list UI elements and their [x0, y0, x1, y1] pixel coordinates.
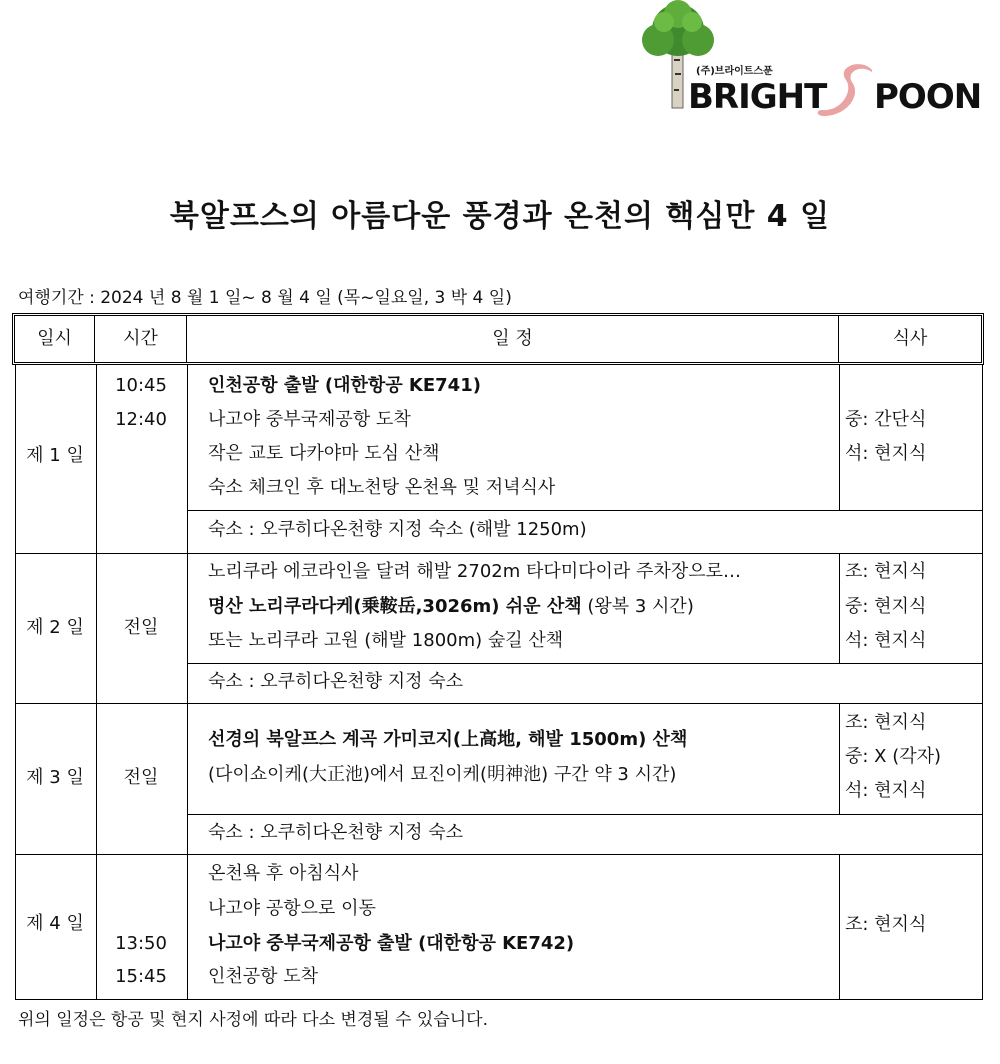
day-2-line-2-note: (왕복 3 시간) — [587, 596, 694, 617]
day-3-meal-3: 석: 현지식 — [845, 780, 927, 801]
day-3-time: 전일 — [123, 767, 159, 788]
day-2-label: 제 2 일 — [26, 617, 84, 638]
day-4-line-2: 나고야 공항으로 이동 — [208, 898, 376, 919]
day-4-meal-1: 조: 현지식 — [845, 914, 927, 935]
tree-logo-icon — [640, 0, 982, 118]
day-4-line-1: 온천욕 후 아침식사 — [208, 863, 359, 884]
day-4-label: 제 4 일 — [26, 913, 84, 934]
day-1-stay: 숙소 : 오쿠히다온천향 지정 숙소 (해발 1250m) — [208, 519, 587, 540]
logo-brand-text: BRIGHT — [688, 77, 827, 117]
day-2-meal-2: 중: 현지식 — [845, 596, 927, 617]
logo-brand-tail-text: POON — [874, 77, 982, 117]
day-1-line-2: 나고야 중부국제공항 도착 — [208, 409, 411, 430]
day-1-time-2: 12:40 — [115, 409, 167, 430]
day-2-line-2 — [208, 595, 694, 619]
page-title: 북알프스의 아름다운 풍경과 온천의 핵심만 4 일 — [169, 199, 831, 234]
day-1-line-4: 숙소 체크인 후 대노천탕 온천욕 및 저녁식사 — [208, 477, 556, 498]
day-2-meal-3: 석: 현지식 — [845, 630, 927, 651]
logo-small-text: (주)브라이트스푼 — [696, 66, 773, 77]
brightspoon-logo — [640, 0, 982, 118]
header-date: 일시 — [15, 316, 95, 362]
day-3-label: 제 3 일 — [26, 767, 84, 788]
footer-note: 위의 일정은 항공 및 현지 사정에 따라 다소 변경될 수 있습니다. — [18, 1010, 488, 1030]
day-2-stay: 숙소 : 오쿠히다온천향 지정 숙소 — [208, 671, 463, 692]
day-3-stay: 숙소 : 오쿠히다온천향 지정 숙소 — [208, 822, 463, 843]
day-2-line-2-bold: 명산 노리쿠라다케(乗鞍岳,3026m) 쉬운 산책 — [208, 596, 582, 617]
day-4-time-2: 15:45 — [115, 966, 167, 987]
day-3-line-1: 선경의 북알프스 계곡 가미코지(上高地, 해발 1500m) 산책 — [208, 729, 688, 750]
day-4-time-1: 13:50 — [115, 933, 167, 954]
day-2-time: 전일 — [123, 617, 159, 638]
day-1-label: 제 1 일 — [26, 445, 84, 466]
day-2-line-3: 또는 노리쿠라 고원 (해발 1800m) 숲길 산책 — [208, 630, 564, 651]
travel-period: 여행기간 : 2024 년 8 월 1 일~ 8 월 4 일 (목~일요일, 3 박 4 일) — [18, 288, 512, 308]
day-2-line-1: 노리쿠라 에코라인을 달려 해발 2702m 타다미다이라 주차장으로… — [208, 561, 741, 582]
day-3-meal-1: 조: 현지식 — [845, 712, 927, 733]
day-4-line-4: 인천공항 도착 — [208, 966, 319, 987]
table-header — [12, 313, 984, 365]
itinerary-table — [15, 365, 983, 1000]
header-meals: 식사 — [892, 328, 928, 349]
header-time: 시간 — [95, 316, 187, 362]
day-4-line-3: 나고야 중부국제공항 출발 (대한항공 KE742) — [208, 933, 575, 954]
day-1-meal-2: 석: 현지식 — [845, 443, 927, 464]
day-1-meal-1: 중: 간단식 — [845, 409, 927, 430]
day-1-time-1: 10:45 — [115, 375, 167, 396]
day-1-line-1: 인천공항 출발 (대한항공 KE741) — [208, 375, 481, 396]
day-3-line-2: (다이쇼이케(大正池)에서 묘진이케(明神池) 구간 약 3 시간) — [208, 764, 677, 785]
header-schedule: 일 정 — [187, 316, 839, 362]
day-3-meal-2: 중: X (각자) — [845, 746, 942, 767]
day-2-meal-1: 조: 현지식 — [845, 561, 927, 582]
day-1-line-3: 작은 교토 다카야마 도심 산책 — [208, 443, 440, 464]
